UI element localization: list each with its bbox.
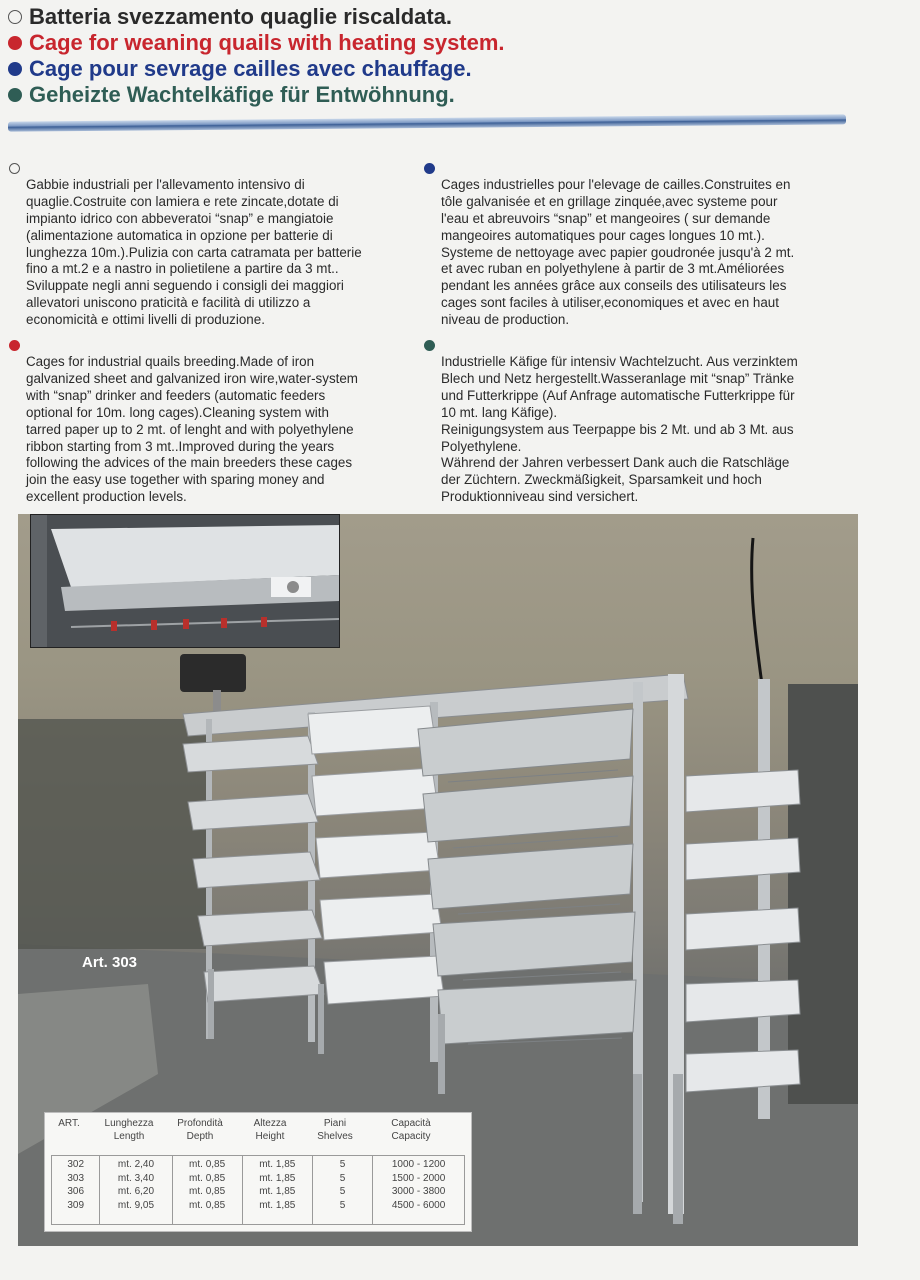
spec-table [44,1112,472,1232]
table-cell: mt. 1,85 [259,1172,296,1184]
bullet-red-icon [8,36,22,50]
header-height: Altezza Height [253,1118,287,1142]
description-text: Cages for industrial quails breeding.Made of iron galvanized sheet and galvanized iron wire,water-system with “snap” drinker and feeders (automatic feeders optional for 10m. long cages).Cleaning system with tarred paper up to 2 mt. of lenght and with polyethylene ribbon starting from 3 mt..Improved during the years following the advices of the main breeders these cages join the easy use together with sparing money and excellent production levels. [26,353,358,505]
product-photo [18,514,858,1246]
description-column-right [423,160,843,514]
table-cell: mt. 2,40 [117,1159,155,1170]
table-cell: mt. 9,05 [117,1199,155,1211]
table-cell: 306 [67,1186,85,1197]
column-height [243,1156,313,1224]
spec-table-header [45,1113,471,1151]
title-french [8,56,848,82]
header-depth: Profondità Depth [177,1118,223,1142]
article-label: Art. 303 [82,954,138,971]
table-cell: 5 [339,1186,346,1197]
column-shelves [313,1156,373,1224]
bullet-green-icon [8,88,22,102]
table-cell: mt. 0,85 [189,1186,226,1197]
table-cell: mt. 1,85 [259,1199,296,1211]
header-art: ART. [58,1118,80,1129]
table-cell: mt. 1,85 [259,1159,296,1170]
title-german [8,82,848,108]
header-capacity: Capacità Capacity [391,1118,431,1142]
bullet-hollow-icon [8,10,22,24]
bullet-blue-icon [424,163,435,174]
title-text: Cage for weaning quails with heating system. [29,30,505,55]
column-depth [173,1156,243,1224]
table-cell: 303 [67,1172,85,1184]
column-art [52,1156,100,1224]
table-cell: 5 [339,1159,346,1170]
description-text: Cages industrielles pour l'elevage de cailles.Construites en tôle galvanisée et en grillage zinquée,avec systeme pour l'eau et abreuvoirs “snap” et mangeoires ( sur demande mangeoires automatiques pour cages longues 10 mt.). Systeme de nettoyage avec papier goudronée jusqu'à 2 mt. et avec ruban en polyethylene à partir de 3 mt.Améliorées pendant les années grâce aux conseils des utilisateurs les cages sont faciles à utiliser,economiques et avec en haut niveau de production. [441,176,795,328]
table-cell: mt. 0,85 [189,1159,226,1170]
bullet-blue-icon [8,62,22,76]
title-english [8,30,848,56]
description-column-left [8,160,400,514]
description-text: Gabbie industriali per l'allevamento intensivo di quaglie.Costruite con lamiera e rete zincate,dotate di impianto idrico con abbeveratoi “snap” e mangiatoie (alimentazione automatica in opzione per batterie di lunghezza 10m.).Pulizia con carta catramata per batterie fino a mt.2 e a nastro in polietilene a partire da 3 mt.. Sviluppate negli anni seguendo i consigli dei maggiori allevatori uniscono praticità e facilità di utilizzo a economicità e ottimi livelli di produzione. [26,176,362,328]
title-text: Batteria svezzamento quaglie riscaldata. [29,4,453,29]
bullet-green-icon [424,340,435,351]
table-cell: mt. 0,85 [189,1199,226,1211]
header-length: Lunghezza Length [104,1118,154,1142]
description-italian [8,160,400,329]
wall-panel-right [788,684,858,1104]
description-english [8,337,400,506]
table-cell: mt. 3,40 [117,1172,155,1184]
table-cell: mt. 0,85 [189,1172,226,1184]
control-box [180,654,246,692]
table-cell: 3000 - 3800 [391,1186,446,1197]
table-cell: 5 [339,1172,346,1184]
control-box-stand [213,690,221,712]
table-cell: 1000 - 1200 [391,1159,446,1170]
title-text: Geheizte Wachtelkäfige für Entwöhnung. [29,82,455,107]
description-french [423,160,843,329]
table-cell: 309 [67,1199,85,1211]
bullet-hollow-icon [9,163,20,174]
table-cell: 5 [339,1199,346,1211]
header-shelves: Piani Shelves [317,1118,353,1142]
table-cell: 1500 - 2000 [391,1172,446,1184]
spec-table-body [51,1155,465,1225]
detail-inset-photo [30,514,340,648]
title-text: Cage pour sevrage cailles avec chauffage. [29,56,472,81]
wall-panel [18,719,208,949]
table-cell: mt. 6,20 [117,1186,155,1197]
description-german [423,337,843,506]
description-text: Industrielle Käfige für intensiv Wachtelzucht. Aus verzinktem Blech und Netz hergestellt.Wasseranlage mit “snap” Tränke und Futterkrippe (Auf Anfrage automatische Futterkrippe für 10 mt. lang Käfige). Reinigungsystem aus Teerpappe bis 2 Mt. und ab 3 Mt. aus Polyethylene. Während der Jahren verbessert Dank auch die Ratschläge der Züchtern. Zweckmäßigkeit, Sparsamkeit und hoch Produktionniveau sind versichert. [441,353,798,505]
table-cell: 4500 - 6000 [391,1199,446,1211]
table-cell: mt. 1,85 [259,1186,296,1197]
inset-detail-illustration [31,515,339,647]
column-capacity [373,1156,464,1224]
column-length [100,1156,172,1224]
bullet-red-icon [9,340,20,351]
title-divider [8,114,846,131]
title-italian [8,4,848,30]
table-cell: 302 [67,1159,85,1170]
title-block [8,4,848,108]
cage-tiers-right [418,709,636,1044]
